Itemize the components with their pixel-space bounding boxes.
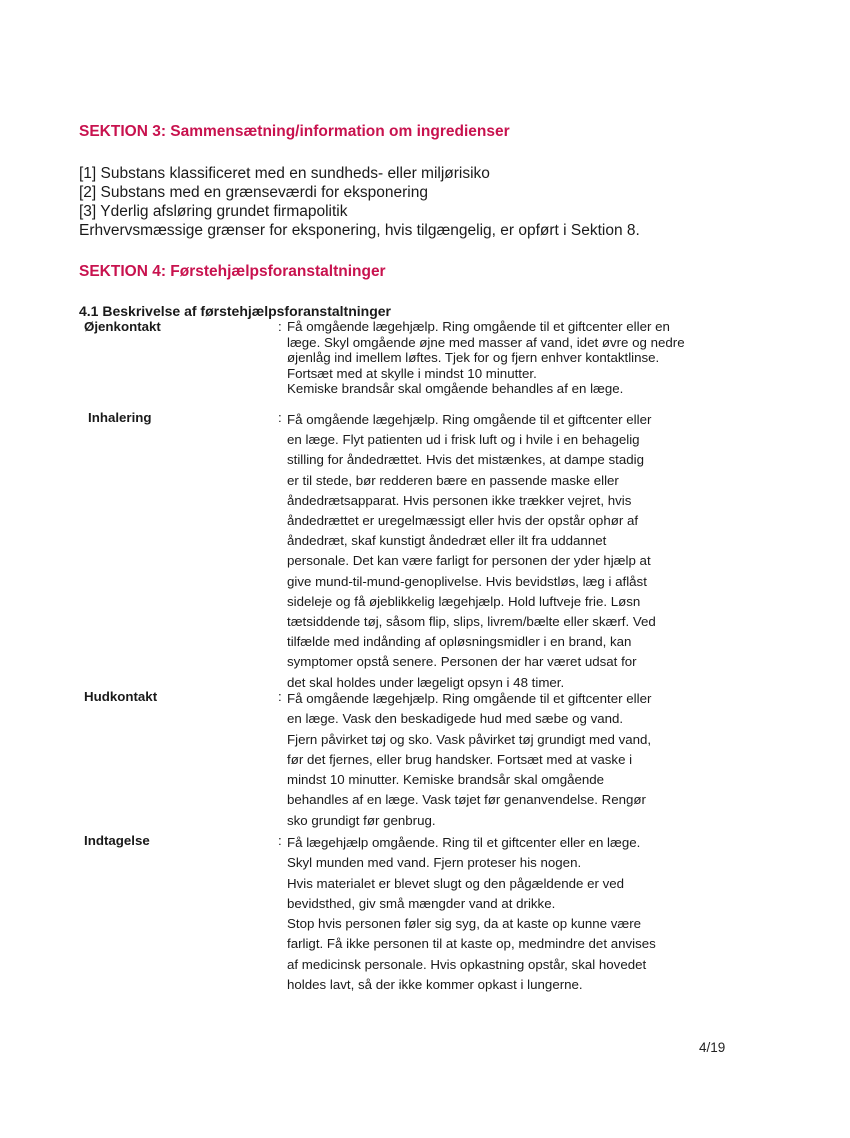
entry-label: Øjenkontakt (84, 319, 161, 334)
section-4-title: SEKTION 4: Førstehjælpsforanstaltninger (79, 263, 386, 280)
subsection-4-1-title: 4.1 Beskrivelse af førstehjælpsforanstaltninger (79, 303, 391, 319)
ingredient-note: [1] Substans klassificeret med en sundheds- eller miljørisiko (79, 165, 490, 182)
entry-line: mindst 10 minutter. Kemiske brandsår skal omgående (287, 772, 605, 788)
entry-line: Fjern påvirket tøj og sko. Vask påvirket tøj grundigt med vand, (287, 731, 652, 747)
entry-line: sideleje og få øjeblikkelig lægehjælp. Hold luftveje frie. Løsn (287, 593, 641, 609)
entry-line: sko grundigt før genbrug. (287, 812, 436, 828)
entry-body (278, 833, 762, 995)
entry-separator: : (278, 689, 282, 704)
page-number: 4/19 (699, 1040, 726, 1055)
entry-line: en læge. Flyt patienten ud i frisk luft og i hvile i en behagelig (287, 432, 640, 448)
entry-line: Kemiske brandsår skal omgående behandles af en læge. (287, 381, 624, 396)
entry-line: tætsiddende tøj, såsom flip, slips, livrem/bælte eller skærf. Ved (287, 614, 656, 630)
entry-body (278, 319, 762, 397)
entry-line: øjenlåg ind imellem løftes. Tjek for og fjern enhver kontaktlinse. (287, 350, 660, 365)
entry-line: Fortsæt med at skylle i mindst 10 minutter. (287, 365, 537, 381)
section-3-title: SEKTION 3: Sammensætning/information om ingredienser (79, 123, 510, 140)
entry-line: stilling for åndedrættet. Hvis det mistænkes, at dampe stadig (287, 452, 644, 468)
entry-line: symptomer opstå senere. Personen der har været udsat for (287, 654, 637, 670)
entry-line: læge. Skyl omgående øjne med masser af vand, idet øvre og nedre (287, 334, 685, 350)
entry-separator: : (278, 410, 282, 425)
entry-body (278, 410, 762, 693)
entry-line: Få lægehjælp omgående. Ring til et giftcenter eller en læge. (287, 835, 641, 850)
entry-line: Stop hvis personen føler sig syg, da at kaste op kunne være (287, 916, 642, 932)
entry-separator: : (278, 833, 282, 848)
entry-line: er til stede, bør redderen bære en passende maske eller (287, 472, 619, 488)
entry-line: åndedrættet er uregelmæssigt eller hvis der opstår ophør af (287, 513, 639, 529)
section-3-ingredient-notes (79, 164, 640, 240)
entry-line: bevidsthed, giv små mængder vand at drikke. (287, 895, 556, 911)
entry-separator: : (278, 319, 282, 334)
entry-line: farligt. Få ikke personen til at kaste op, medmindre det anvises (287, 936, 656, 952)
entry-line: åndedræt, skaf kunstigt åndedræt eller ilt fra uddannet (287, 533, 607, 549)
entry-line: give mund-til-mund-genoplivelse. Hvis bevidstløs, læg i aflåst (287, 573, 647, 589)
entry-label: Hudkontakt (84, 689, 158, 704)
entry-line: Hvis materialet er blevet slugt og den pågældende er ved (287, 875, 625, 891)
entry-line: behandles af en læge. Vask tøjet før genanvendelse. Rengør (287, 792, 646, 808)
entry-line: personale. Det kan være farligt for personen der yder hjælp at (287, 553, 651, 569)
entry-line: Få omgående lægehjælp. Ring omgående til et giftcenter eller (287, 412, 652, 427)
entry-line: Skyl munden med vand. Fjern proteser his nogen. (287, 855, 582, 871)
exposure-limits-note: Erhvervsmæssige grænser for eksponering, hvis tilgængelig, er opført i Sektion 8. (79, 222, 640, 239)
entry-line: Få omgående lægehjælp. Ring omgående til et giftcenter eller en (287, 319, 670, 334)
entry-line: en læge. Vask den beskadigede hud med sæbe og vand. (287, 711, 624, 727)
entry-line: holdes lavt, så der ikke kommer opkast i lungerne. (287, 977, 583, 993)
entry-body (278, 689, 762, 831)
entry-line: åndedrætsapparat. Hvis personen ikke trækker vejret, hvis (287, 492, 632, 508)
entry-line: før det fjernes, eller brug handsker. Fortsæt med at vaske i (287, 751, 633, 767)
entry-label: Indtagelse (84, 833, 150, 848)
entry-line: det skal holdes under lægeligt opsyn i 48 timer. (287, 674, 565, 690)
ingredient-note: [3] Yderlig afsløring grundet firmapolitik (79, 203, 348, 220)
entry-line: Få omgående lægehjælp. Ring omgående til et giftcenter eller (287, 691, 652, 706)
entry-line: af medicinsk personale. Hvis opkastning opstår, skal hovedet (287, 956, 647, 972)
entry-label: Inhalering (88, 410, 152, 425)
entry-line: tilfælde med indånding af opløsningsmidler i en brand, kan (287, 634, 632, 650)
ingredient-note: [2] Substans med en grænseværdi for eksponering (79, 184, 428, 201)
